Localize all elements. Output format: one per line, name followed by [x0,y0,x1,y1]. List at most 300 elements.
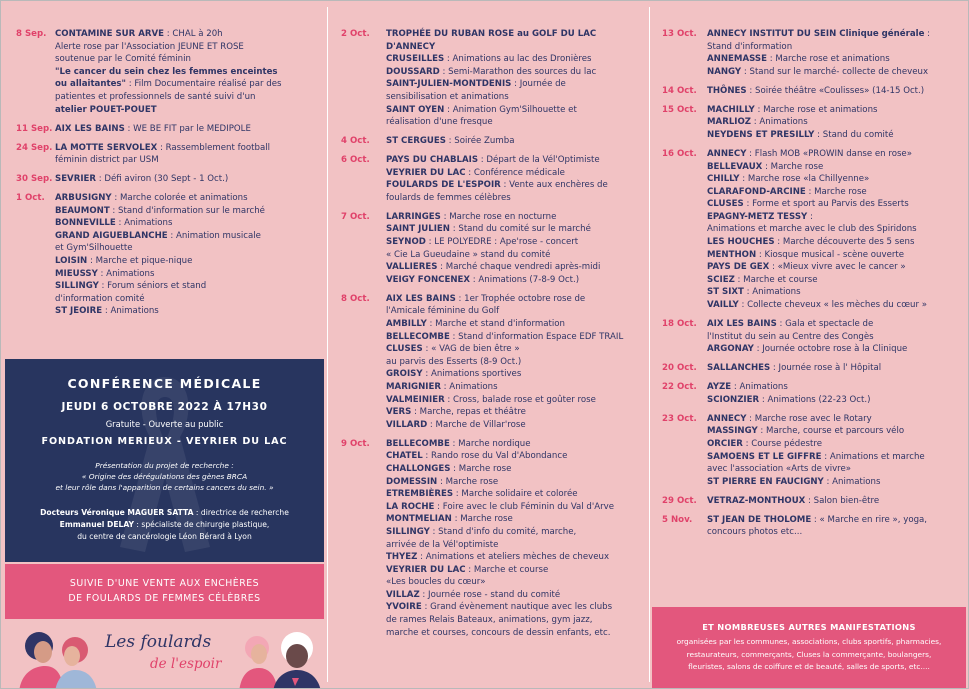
event-text: : Soirée théâtre «Coulisses» (14-15 Oct.) [746,85,925,96]
event-place: ST CERGUES [386,136,446,147]
event-text: : Animations [743,287,801,298]
event-text: foulards de femmes célèbres [386,192,511,203]
event-date: 18 Oct. [662,319,697,330]
event-line [386,419,647,432]
event-details [707,104,966,142]
event-text: : Défi aviron (30 Sept - 1 Oct.) [96,174,229,185]
event-entry [652,495,966,508]
event-line [707,198,966,211]
event-entry [5,142,324,167]
event-date: 13 Oct. [662,29,697,39]
event-details [55,192,324,318]
event-entry [652,514,966,539]
event-text: Stand d'information [707,41,793,52]
event-place: YVOIRE [386,602,422,613]
event-text: : [807,211,813,222]
event-place: SALLANCHES [707,363,771,374]
event-place: THÔNES [707,85,747,96]
event-line [386,78,647,91]
event-details [707,381,966,406]
event-text: : Marche nordique [449,438,531,449]
speaker-role: : spécialiste de chirurgie plastique, [134,520,270,529]
event-line [386,450,647,463]
event-text: : Gala et spectacle de [776,319,874,330]
speaker-name: Docteurs Véronique MAGUER SATTA [40,508,194,517]
event-text: : Animations (7-8-9 Oct.) [470,274,580,285]
event-details [707,362,966,375]
event-text: et Gym'Silhouette [55,243,133,254]
other-events-line: organisées par les communes, associations, clubs sportifs, pharmacies, [676,637,942,646]
event-place: MACHILLY [707,104,755,115]
event-line [386,249,647,262]
event-line [707,104,966,117]
event-text: : Soirée Zumba [445,136,515,147]
event-line [55,154,324,167]
event-line [386,438,647,451]
event-line [707,41,966,54]
event-text: au parvis des Esserts (8-9 Oct.) [386,356,522,367]
event-line [707,463,966,476]
event-line [55,230,324,243]
event-line [386,476,647,489]
event-place: "Le cancer du sein chez les femmes enceintes [55,66,278,77]
event-text: avec l'association «Arts de vivre» [707,464,852,475]
event-text: : Marche colorée et animations [111,193,248,204]
event-place: SAINT JULIEN [386,224,450,235]
foulards-logo [5,620,324,689]
event-line [55,173,324,186]
event-line [386,406,647,419]
event-details [55,28,324,116]
event-line [707,381,966,394]
event-text: : Départ de la Vél'Optimiste [478,155,600,166]
women-illustration-left [17,630,107,689]
event-text: : Stand du comité sur le marché [450,224,591,235]
event-date: 22 Oct. [662,382,697,393]
event-text: : LE POLYEDRE : Ape'rose - concert [425,237,579,248]
event-place: SAMOENS ET LE GIFFRE [707,451,822,462]
event-date: 2 Oct. [341,29,370,39]
event-line [386,211,647,224]
event-details [707,495,966,508]
event-line [707,286,966,299]
event-place: LA ROCHE [386,501,435,512]
event-place: SCIONZIER [707,394,760,405]
event-text: : Marche et pique-nique [87,256,193,267]
event-entry [331,28,647,129]
event-line [386,66,647,79]
event-text: : Rassemblement football [157,142,270,153]
conference-speakers [5,507,324,543]
event-text: : Marche, course et parcours vélo [757,426,905,437]
event-entry [652,148,966,312]
event-line [55,217,324,230]
conference-title: CONFÉRENCE MÉDICALE [67,376,262,391]
event-line [707,53,966,66]
event-details [386,135,647,148]
event-place: BEAUMONT [55,205,110,216]
event-text: : Animations et marche [821,451,925,462]
event-text: : Animation musicale [167,230,261,241]
event-date: 6 Oct. [341,155,370,166]
column-divider [327,7,328,682]
event-line [386,28,647,41]
event-text: : Stand du comité [814,129,894,140]
event-entry [5,173,324,186]
event-entry [652,318,966,356]
event-line [386,601,647,614]
event-text: : Marche découverte des 5 sens [774,237,915,248]
event-details [386,211,647,287]
event-text: : Animations sportives [422,369,522,380]
event-date: 16 Oct. [662,148,697,159]
event-text: réalisation d'une fresque [386,117,493,128]
other-events-banner [652,607,966,689]
event-date: 15 Oct. [662,104,697,115]
event-place: BELLECOMBE [386,331,450,342]
event-line [55,242,324,255]
speaker-name: Emmanuel DELAY [59,520,134,529]
event-text: « Cie La Gueudaine » stand du comité [386,249,551,260]
event-place: MARIGNIER [386,382,441,392]
event-place: VERS [386,407,412,418]
event-text: : [924,29,931,39]
event-line [386,41,647,54]
event-details [707,28,966,78]
event-entry [331,154,647,204]
event-details [707,148,966,312]
event-entry [331,135,647,148]
event-line [386,331,647,344]
event-place: CRUSEILLES [386,54,445,65]
event-line [707,236,966,249]
event-text: soutenue par le Comité féminin [55,54,191,65]
event-line [386,394,647,407]
event-text: : Animations [102,306,159,317]
event-line [386,551,647,564]
conference-desc-line: « Origine des dérégulations des gènes BRCA [81,472,248,481]
event-date: 20 Oct. [662,363,697,374]
event-text: : Marche et stand d'information [426,319,565,330]
event-text: : Marche rose [805,186,867,197]
other-events-description [652,636,966,674]
event-line [386,564,647,577]
event-place: CLUSES [707,199,744,210]
event-line [386,192,647,205]
event-line [707,526,966,539]
event-line [707,274,966,287]
conference-desc-line: Présentation du projet de recherche : [95,461,234,470]
event-text: : Marche rose [762,161,824,172]
event-place: DOUSSARD [386,66,440,77]
event-line [55,53,324,66]
women-illustration-right [237,626,323,689]
other-events-title: ET NOMBREUSES AUTRES MANIFESTATIONS [702,622,916,632]
event-line [55,123,324,136]
event-text: : Rando rose du Val d'Abondance [422,451,568,462]
event-place: CHATEL [386,451,423,462]
event-place: SILLINGY [386,526,430,537]
event-place: LA MOTTE SERVOLEX [55,142,158,153]
event-text: : Marche, repas et théâtre [411,407,526,418]
event-entry [5,28,324,116]
logo-subtitle: de l'espoir [150,656,222,672]
event-line [707,331,966,344]
event-line [707,173,966,186]
event-line [55,280,324,293]
event-line [55,305,324,318]
event-text: : Kiosque musical - scène ouverte [756,249,905,260]
event-text: : Marche et course [734,274,818,285]
events-list-col2 [331,28,647,646]
event-text: : WE BE FIT par le MEDIPOLE [124,123,251,134]
auction-banner [5,564,324,619]
event-place: GROISY [386,369,423,380]
event-line [707,514,966,527]
event-line [386,305,647,318]
event-place: DOMESSIN [386,476,438,487]
speaker-line [5,507,324,519]
event-text: féminin district par USM [55,155,159,166]
event-text: sensibilisation et animations [386,91,509,102]
event-place: AMBILLY [386,319,427,330]
event-entry [331,211,647,287]
event-date: 8 Oct. [341,293,370,304]
event-place: VAILLY [707,300,739,311]
event-text: : Animations [823,476,881,487]
event-place: AYZE [707,382,732,393]
event-text: : Animations [97,268,155,279]
event-text: : Salon bien-être [805,495,880,506]
event-line [386,154,647,167]
event-place: CLARAFOND-ARCINE [707,186,806,197]
event-place: LOISIN [55,256,88,267]
event-line [386,236,647,249]
event-text: : Vente aux enchères de [500,180,608,191]
event-line [55,142,324,155]
event-details [55,173,324,186]
event-place: FOULARDS DE L'ESPOIR [386,180,501,191]
event-text: : Conférence médicale [465,167,565,178]
event-place: ou allaitantes" [55,79,127,90]
event-text: arrivée de la Vél'optimiste [386,539,499,550]
event-entry [331,293,647,432]
event-line [707,186,966,199]
event-text: : Collecte cheveux « les mèches du cœur » [738,300,927,311]
event-details [386,28,647,129]
event-line [55,28,324,41]
event-line [386,116,647,129]
event-line [386,179,647,192]
event-text: : « Marche en rire », yoga, [811,514,928,525]
event-place: AIX LES BAINS [707,319,777,330]
event-text: marche et courses, concours de dessin enfants, etc. [386,627,611,638]
event-text: : Marche rose «la Chillyenne» [739,174,870,185]
event-place: ORCIER [707,438,743,449]
event-date: 29 Oct. [662,495,697,506]
event-text: : Marche rose en nocturne [440,211,557,222]
event-text: : Marche et course [465,564,549,575]
event-text: : Flash MOB «PROWIN danse en rose» [746,148,912,159]
conference-description [5,460,324,493]
event-details [386,293,647,432]
event-line [707,299,966,312]
event-place: NANGY [707,66,742,77]
event-place: VEIGY FONCENEX [386,274,471,285]
event-details [707,413,966,489]
other-events-line: fleuristes, salons de coiffure et de beauté, salles de sports, etc.... [688,662,930,671]
event-entry [5,192,324,318]
event-place: PAYS DU CHABLAIS [386,155,479,166]
speaker-role: : directrice de recherche [193,508,289,517]
event-text: l'Institut du sein au Centre des Congès [707,331,874,342]
conference-date: JEUDI 6 OCTOBRE 2022 À 17H30 [61,401,268,413]
event-place: D'ANNECY [386,41,436,52]
event-line [707,318,966,331]
event-line [386,539,647,552]
event-line [707,476,966,489]
event-line [55,255,324,268]
speaker-affiliation: du centre de cancérologie Léon Bérard à Lyon [77,532,252,541]
event-place: ANNECY [707,148,747,159]
event-place: SAINT-JULIEN-MONTDENIS [386,79,512,90]
event-text: «Les boucles du cœur» [386,577,486,588]
event-line [707,438,966,451]
speaker-line [5,519,324,531]
event-line [386,526,647,539]
column-3 [652,1,966,688]
event-date: 4 Oct. [341,136,370,147]
event-line [707,261,966,274]
event-line [707,362,966,375]
event-details [386,154,647,204]
event-text: : Marche rose et animations [754,104,878,115]
event-place: BONNEVILLE [55,218,116,229]
event-line [386,356,647,369]
event-line [386,53,647,66]
event-entry [652,28,966,78]
event-line [707,343,966,356]
event-entry [652,85,966,98]
event-entry [331,438,647,640]
event-text: : Stand d'information Espace EDF TRAIL [449,331,624,342]
event-text: : Animations [731,382,788,393]
event-line [707,116,966,129]
event-line [55,192,324,205]
event-place: VEYRIER DU LAC [386,564,466,575]
event-place: MASSINGY [707,426,758,437]
event-place: VETRAZ-MONTHOUX [707,495,806,506]
event-line [55,104,324,117]
event-place: ST SIXT [707,287,744,298]
event-text: : Marche rose [450,463,512,474]
event-place: CHALLONGES [386,463,451,474]
event-text: : Stand sur le marché- collecte de cheveux [741,66,929,77]
event-line [386,488,647,501]
event-line [386,261,647,274]
event-line [707,28,966,41]
event-text: : Forum séniors et stand [98,281,207,292]
event-text: : Marche rose [451,514,513,525]
event-line [55,41,324,54]
event-place: CLUSES [386,344,423,355]
event-date: 5 Nov. [662,514,693,525]
event-place: VILLAZ [386,589,420,600]
event-text: : Film Documentaire réalisé par des [126,79,282,90]
event-place: VEYRIER DU LAC [386,167,466,178]
event-place: BELLECOMBE [386,438,450,449]
event-line [386,274,647,287]
event-place: VALLIERES [386,262,438,273]
event-text: : Stand d'info du comité, marche, [429,526,577,537]
event-line [55,268,324,281]
event-text: : Journée rose à l' Hôpital [770,363,882,374]
event-text: : 1er Trophée octobre rose de [455,293,586,304]
event-place: ANNECY INSTITUT DU SEIN Clinique générale [707,29,925,39]
event-text: : Animations et ateliers mèches de cheveux [417,552,610,563]
event-line [55,293,324,306]
event-line [386,167,647,180]
event-place: LES HOUCHES [707,237,775,248]
event-details [707,85,966,98]
event-place: MENTHON [707,249,757,260]
event-line [707,249,966,262]
event-line [386,463,647,476]
event-text: : Semi-Marathon des sources du lac [439,66,597,77]
event-line [386,501,647,514]
event-line [386,293,647,306]
event-place: GRAND AIGUEBLANCHE [55,230,168,241]
event-text: patientes et professionnels de santé suivi d'un [55,91,256,102]
event-details [707,318,966,356]
conference-access: Gratuite - Ouverte au public [105,419,224,429]
event-line [386,223,647,236]
event-details [55,142,324,167]
event-text: : Foire avec le club Féminin du Val d'Arve [434,501,615,512]
event-text: : Marche rose [437,476,499,487]
event-text: de rames Relais Bateaux, animations, gym jazz, [386,615,593,626]
event-line [386,614,647,627]
event-line [707,85,966,98]
event-place: ST PIERRE EN FAUCIGNY [707,476,824,487]
event-place: SEVRIER [55,174,97,185]
auction-line: SUIVIE D'UNE VENTE AUX ENCHÈRES [69,578,260,589]
event-place: THYEZ [386,552,418,563]
logo-title: Les foulards [105,632,212,652]
event-text: Alerte rose par l'Association JEUNE ET ROSE [55,41,244,52]
event-place: ARGONAY [707,344,754,355]
event-place: SILLINGY [55,281,99,292]
event-text: : Animations (22-23 Oct.) [759,394,871,405]
event-line [707,129,966,142]
event-place: ANNEMASSE [707,54,767,65]
event-text: : Animations [115,218,173,229]
events-list-col1 [5,28,324,324]
event-place: CONTAMINE SUR ARVE [55,29,165,39]
event-place: TROPHÉE DU RUBAN ROSE au GOLF DU LAC [386,29,597,39]
event-place: VILLARD [386,419,428,430]
event-line [707,66,966,79]
event-text: : Marche de Villar'rose [427,419,526,430]
event-text: : Animations [751,117,808,128]
event-line [386,91,647,104]
event-text: : Marche solidaire et colorée [453,489,578,500]
event-place: ST JEAN DE THOLOME [707,514,812,525]
column-2 [331,1,647,688]
event-details [386,438,647,640]
event-place: MIEUSSY [55,268,98,279]
event-place: BELLEVAUX [707,161,763,172]
